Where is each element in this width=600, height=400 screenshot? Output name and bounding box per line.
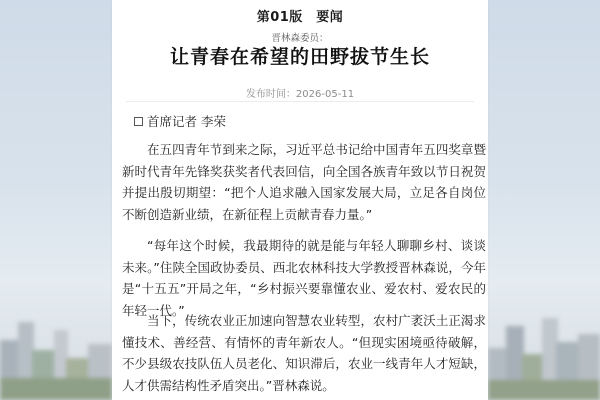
header-divider [126, 101, 474, 102]
article-paragraph: 在五四青年节到来之际，习近平总书记给中国青年五四奖章暨新时代青年先锋奖获奖者代表回信，向全国各族青年致以节日祝贺并提出殷切期望：“把个人追求融入国家发展大局，立足各自岗位不断创造新业绩，在新征程上贡献青春力量。” [122, 142, 486, 222]
article-page [112, 0, 488, 400]
publish-time: 发布时间：2026-05-11 [245, 89, 355, 100]
article-headline: 让青春在希望的田野拔节生长 [169, 46, 430, 68]
city-skyline-left-image [0, 305, 112, 400]
square-bullet-icon [134, 117, 143, 126]
article-paragraph: 当下，传统农业正加速向智慧农业转型，农村广袤沃土正渴求懂技术、善经营、有情怀的青年新农人。“但现实困境亟待破解，不少县级农技队伍人员老化、知识滞后，农业一线青年人才短缺，人才供需结构性矛盾突出。”晋林森说。 [122, 313, 486, 393]
byline-text: 首席记者 李荣 [147, 114, 226, 129]
city-skyline-right-image [488, 305, 600, 400]
article-subtitle: 晋林森委员： [271, 33, 329, 44]
article-paragraph: “每年这个时候，我最期待的就是能与年轻人聊聊乡村、谈谈未来。”住陕全国政协委员、西北农林科技大学教授晋林森说，今年是“十五五”开局之年，“乡村振兴要靠懂农业、爱农村、爱农民的年轻一代。” [122, 238, 486, 318]
byline [134, 112, 226, 130]
edition-label: 第01版 要闻 [256, 10, 344, 25]
